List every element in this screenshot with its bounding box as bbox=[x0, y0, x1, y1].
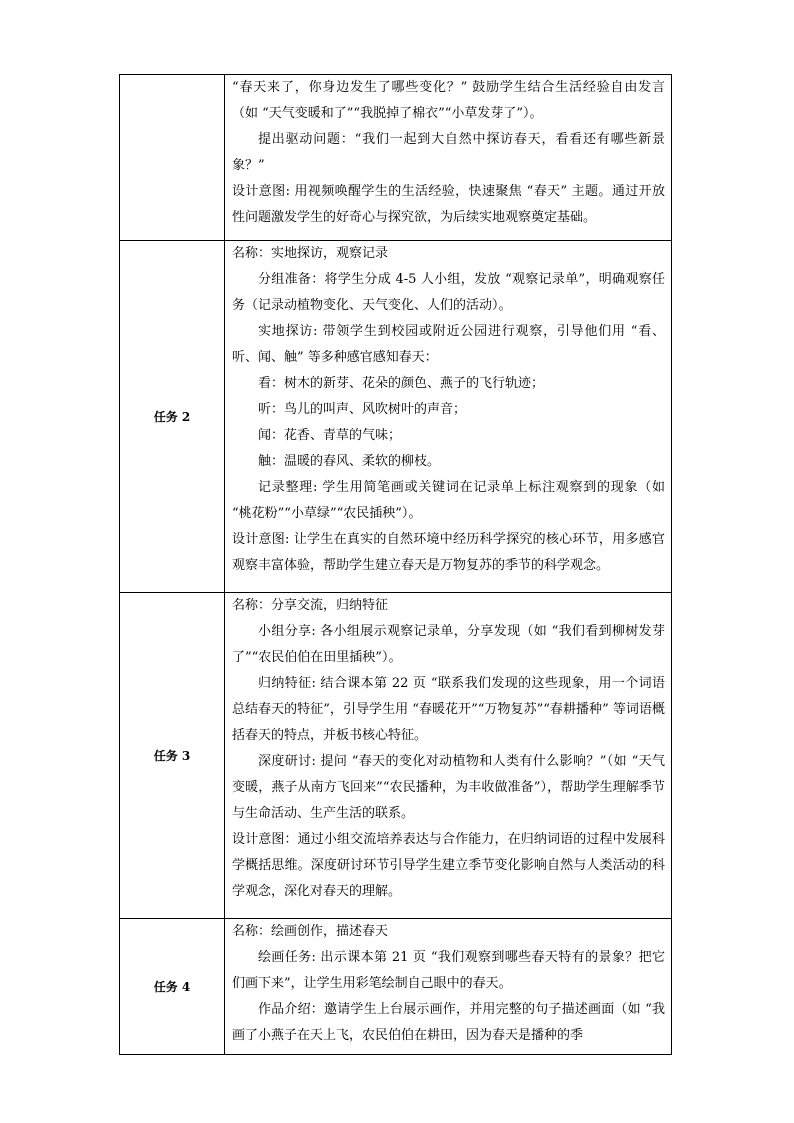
content-paragraph: 触：温暖的春风、柔软的柳枝。 bbox=[258, 454, 441, 469]
task-row bbox=[120, 919, 672, 1055]
content-paragraph: 设计意图: 让学生在真实的自然环境中经历科学探究的核心环节，用多感官观察丰富体验，帮助学生建立春天是万物复苏的季节的科学观念。 bbox=[232, 532, 665, 573]
task-label bbox=[120, 75, 225, 241]
content-paragraph: 记录整理: 学生用简笔画或关键词在记录单上标注观察到的现象（如 “桃花粉”“小草绿”“农民插秧”）。 bbox=[232, 480, 665, 521]
task-content bbox=[225, 593, 672, 919]
content-paragraph: 名称：实地探访，观察记录 bbox=[232, 246, 389, 261]
task-content bbox=[225, 241, 672, 593]
content-paragraph: 闻：花香、青草的气味； bbox=[258, 428, 402, 443]
content-paragraph: 提出驱动问题：“我们一起到大自然中探访春天，看看还有哪些新景象？” bbox=[232, 132, 665, 173]
content-paragraph: 设计意图: 用视频唤醒学生的生活经验，快速聚焦 “春天” 主题。通过开放性问题激发学生的好奇心与探究欲，为后续实地观察奠定基础。 bbox=[232, 184, 665, 225]
task-row bbox=[120, 241, 672, 593]
task-row bbox=[120, 593, 672, 919]
task-label: 任务 4 bbox=[120, 919, 225, 1055]
content-paragraph: 名称：分享交流，归纳特征 bbox=[232, 598, 389, 613]
task-label: 任务 2 bbox=[120, 241, 225, 593]
content-paragraph: 看：树木的新芽、花朵的颜色、燕子的飞行轨迹； bbox=[258, 376, 545, 391]
content-paragraph: 分组准备：将学生分成 4-5 人小组，发放 “观察记录单”，明确观察任务（记录动植物变化、天气变化、人们的活动）。 bbox=[232, 272, 665, 313]
task-row bbox=[120, 75, 672, 241]
task-content bbox=[225, 919, 672, 1055]
content-paragraph: 深度研讨: 提问 “春天的变化对动植物和人类有什么影响？”（如 “天气变暖，燕子从南方飞回来”“农民播种，为丰收做准备”），帮助学生理解季节与生命活动、生产生活的联系。 bbox=[232, 754, 665, 821]
content-paragraph: 听：鸟儿的叫声、风吹树叶的声音； bbox=[258, 402, 467, 417]
task-label: 任务 3 bbox=[120, 593, 225, 919]
content-paragraph: “春天来了，你身边发生了哪些变化？” 鼓励学生结合生活经验自由发言（如 “天气变暖和了”“我脱掉了棉衣”“小草发芽了”）。 bbox=[232, 80, 665, 121]
content-paragraph: 实地探访: 带领学生到校园或附近公园进行观察，引导他们用 “看、听、闻、触” 等多种感官感知春天： bbox=[232, 324, 665, 365]
content-paragraph: 名称：绘画创作，描述春天 bbox=[232, 924, 389, 939]
content-paragraph: 设计意图：通过小组交流培养表达与合作能力，在归纳词语的过程中发展科学概括思维。深度研讨环节引导学生建立季节变化影响自然与人类活动的科学观念，深化对春天的理解。 bbox=[232, 832, 665, 899]
content-paragraph: 归纳特征: 结合课本第 22 页 “联系我们发现的这些现象，用一个词语总结春天的特征”，引导学生用 “春暖花开”“万物复苏”“春耕播种” 等词语概括春天的特点，并板书核心特征。 bbox=[232, 676, 665, 743]
task-content bbox=[225, 75, 672, 241]
lesson-plan-table bbox=[119, 74, 672, 1055]
content-paragraph: 作品介绍：邀请学生上台展示画作，并用完整的句子描述画面（如 “我画了小燕子在天上飞，农民伯伯在耕田，因为春天是播种的季 bbox=[232, 1002, 665, 1043]
content-paragraph: 绘画任务: 出示课本第 21 页 “我们观察到哪些春天特有的景象？把它们画下来”，让学生用彩笔绘制自己眼中的春天。 bbox=[232, 950, 665, 991]
content-paragraph: 小组分享: 各小组展示观察记录单，分享发现（如 “我们看到柳树发芽了”“农民伯伯在田里插秧”）。 bbox=[232, 624, 665, 665]
